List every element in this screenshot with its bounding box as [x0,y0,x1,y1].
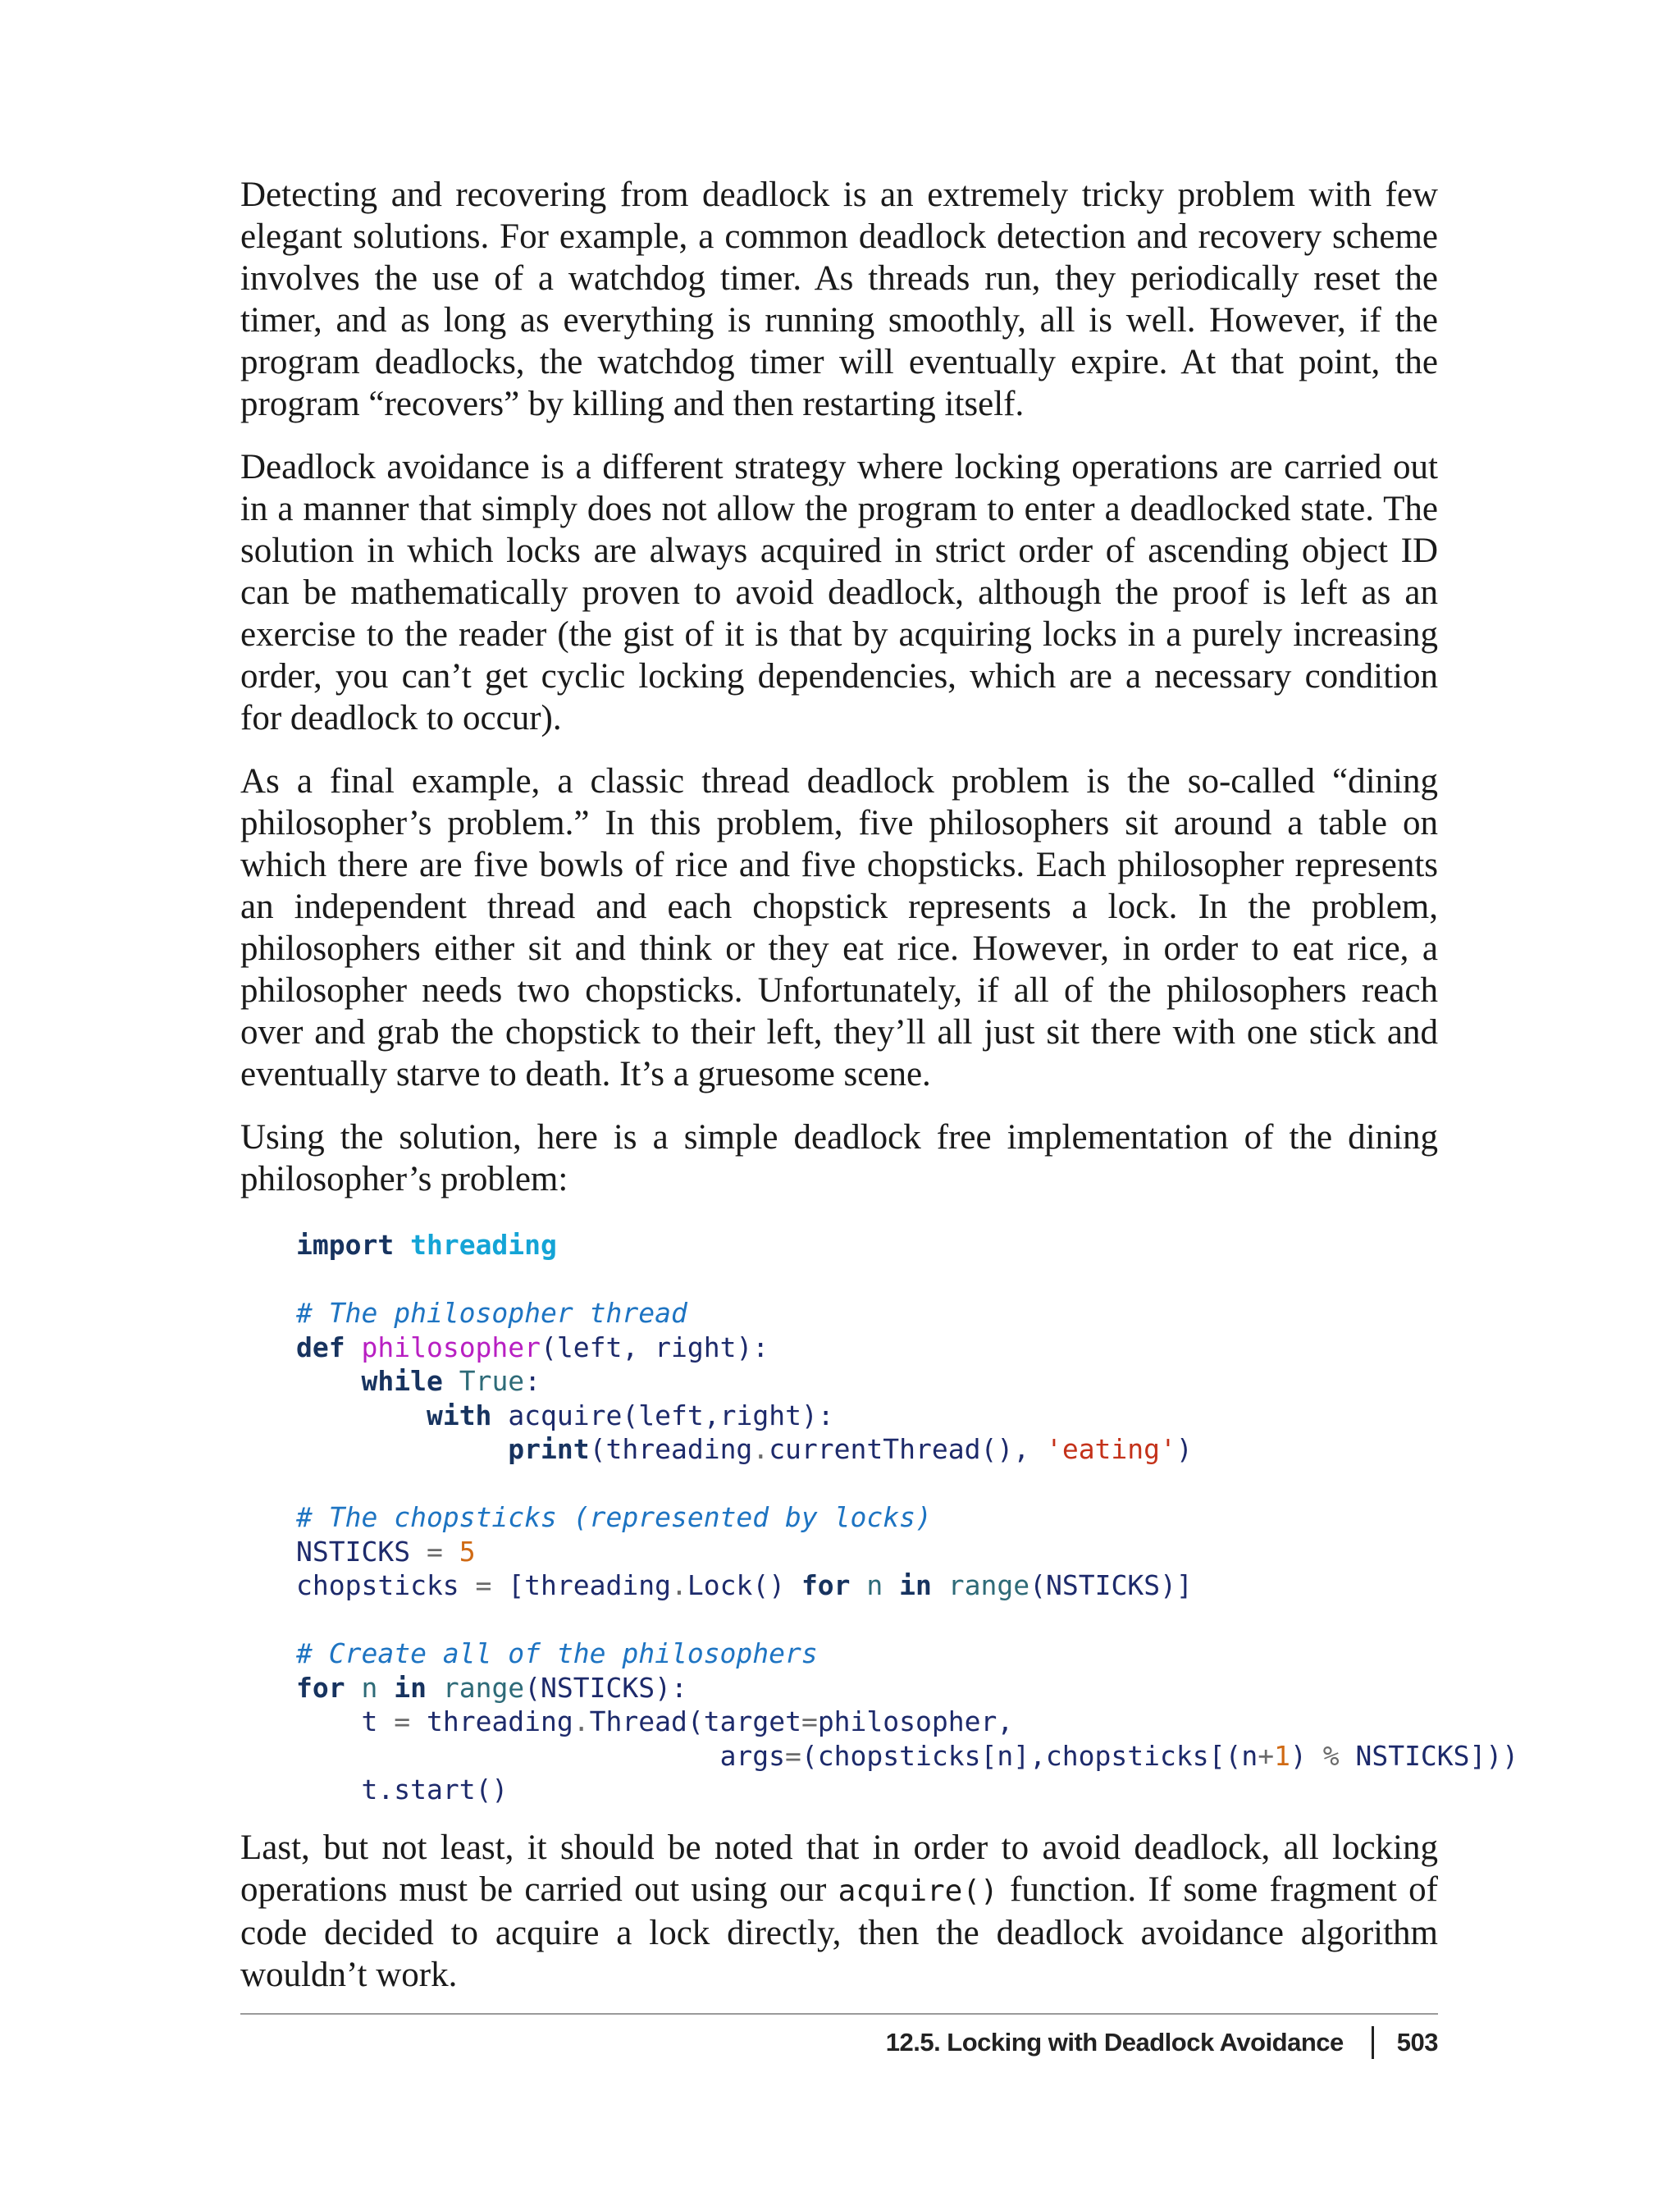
code-line [296,1228,1438,1262]
keyword: def [296,1331,345,1363]
code-text: (NSTICKS): [524,1671,687,1704]
code-text: (chopsticks[n],chopsticks[(n [801,1739,1258,1772]
number-literal: 1 [1274,1739,1290,1772]
builtin-constant: True [459,1365,525,1397]
keyword: in [899,1569,932,1601]
code-text: t [361,1705,378,1737]
code-line [296,1739,1519,1774]
operator: = [801,1705,818,1737]
code-text: args [719,1739,786,1772]
footer-section-title: 12.5. Locking with Deadlock Avoidance [885,2028,1344,2057]
code-line [296,1331,1438,1365]
code-line [296,1773,1438,1807]
code-listing [296,1228,1519,1807]
code-text: NSTICKS [296,1535,411,1568]
keyword: in [394,1671,427,1704]
code-variable: n [345,1671,395,1704]
code-text: threading [426,1705,573,1737]
code-text: acquire(left,right): [508,1399,834,1431]
text-column [240,174,1519,2017]
keyword: with [426,1399,492,1431]
code-line [296,1705,1438,1739]
code-text: Thread(target [589,1705,801,1737]
code-text: (left, right): [541,1331,769,1363]
operator: = [410,1535,459,1568]
code-line [296,1399,1438,1433]
code-text: philosopher, [817,1705,1014,1737]
footer-separator [1372,2026,1374,2059]
code-line [296,1671,1438,1705]
closing-note-text: function. If some fragment of code decided to acquire a lock directly, then the deadlock avoidance algorithm wouldn’t work. [240,1869,1438,1994]
footer-divider [240,2013,1438,2015]
inline-code-acquire: acquire() [838,1874,998,1908]
paragraph-closing-note [240,1827,1438,1996]
code-text: (threading [589,1433,753,1465]
keyword: print [508,1433,590,1465]
code-variable: n [850,1569,900,1601]
page-footer [886,2026,1438,2059]
code-text: (NSTICKS)] [1029,1569,1193,1601]
code-text: Lock() [687,1569,801,1601]
code-comment: # Create all of the philosophers [296,1637,818,1669]
operator: . [670,1569,687,1601]
code-text: ) [1290,1739,1323,1772]
code-blank-line [296,1467,1438,1501]
operator: = [785,1739,801,1772]
code-line [296,1535,1438,1569]
code-text: t.start() [361,1774,509,1806]
keyword: for [801,1569,851,1601]
keyword: import [296,1229,395,1261]
operator: . [752,1433,769,1465]
code-comment: # The philosopher thread [296,1297,687,1329]
code-line [296,1637,1438,1671]
code-line [296,1500,1438,1535]
code-text: : [524,1365,541,1397]
page-number: 503 [1396,2028,1438,2057]
code-line [296,1432,1438,1467]
builtin-function: range [931,1569,1030,1601]
code-line [296,1364,1438,1399]
code-text: NSTICKS])) [1339,1739,1519,1772]
operator: = [459,1569,509,1601]
paragraph-deadlock-avoidance: Deadlock avoidance is a different strategy where locking operations are carried out in a manner that simply does not allow the program to enter a deadlocked state. The solution in which locks are always acquired in strict order of ascending object ID can be mathematically proven to avoid deadlock, although the proof is left as an exercise to the reader (the gist of it is that by acquiring locks in a purely increasing order, you can’t get cyclic locking dependencies, which are a necessary condition for deadlock to occur). [240,448,1438,737]
operator: = [377,1705,427,1737]
closing-note-text: Last, but not least, it should be noted that in order to avoid deadlock, all locking operations must be carried out using our [240,1828,1438,1909]
operator: + [1258,1739,1275,1772]
keyword: while [361,1365,443,1397]
paragraph-implementation-intro: Using the solution, here is a simple deadlock free implementation of the dining philosopher’s problem: [240,1118,1438,1198]
code-blank-line [296,1262,1438,1297]
paragraph-dining-philosophers: As a final example, a classic thread deadlock problem is the so-called “dining philosopher’s problem.” In this problem, five philosophers sit around a table on which there are five bowls of rice and five chopsticks. Each philosopher represents an independent thread and each chopstick represents a lock. In the problem, philosophers either sit and think or they eat rice. However, in order to eat rice, a philosopher needs two chopsticks. Unfortunately, if all of the philosophers reach over and grab the chopstick to their left, they’ll all just sit there with one stick and eventually starve to death. It’s a gruesome scene. [240,762,1438,1093]
keyword: for [296,1671,345,1704]
code-text: chopsticks [296,1569,459,1601]
paragraph-deadlock-detection: Detecting and recovering from deadlock is an extremely tricky problem with few elegant solutions. For example, a common deadlock detection and recovery scheme involves the use of a watchdog timer. As threads run, they periodically reset the timer, and as long as everything is running smoothly, all is well. However, if the program deadlocks, the watchdog timer will eventually expire. At that point, the program “recovers” by killing and then restarting itself. [240,176,1438,423]
code-text: ) [1176,1433,1193,1465]
operator: . [573,1705,590,1737]
module-name: threading [410,1229,557,1261]
number-literal: 5 [459,1535,476,1568]
code-line [296,1568,1438,1603]
code-text: currentThread(), [769,1433,1046,1465]
code-blank-line [296,1603,1438,1637]
builtin-function: range [426,1671,525,1704]
function-name: philosopher [361,1331,541,1363]
code-line [296,1296,1438,1331]
operator: % [1322,1739,1340,1772]
string-literal: 'eating' [1045,1433,1176,1465]
code-comment: # The chopsticks (represented by locks) [296,1501,932,1533]
code-text: [threading [508,1569,671,1601]
